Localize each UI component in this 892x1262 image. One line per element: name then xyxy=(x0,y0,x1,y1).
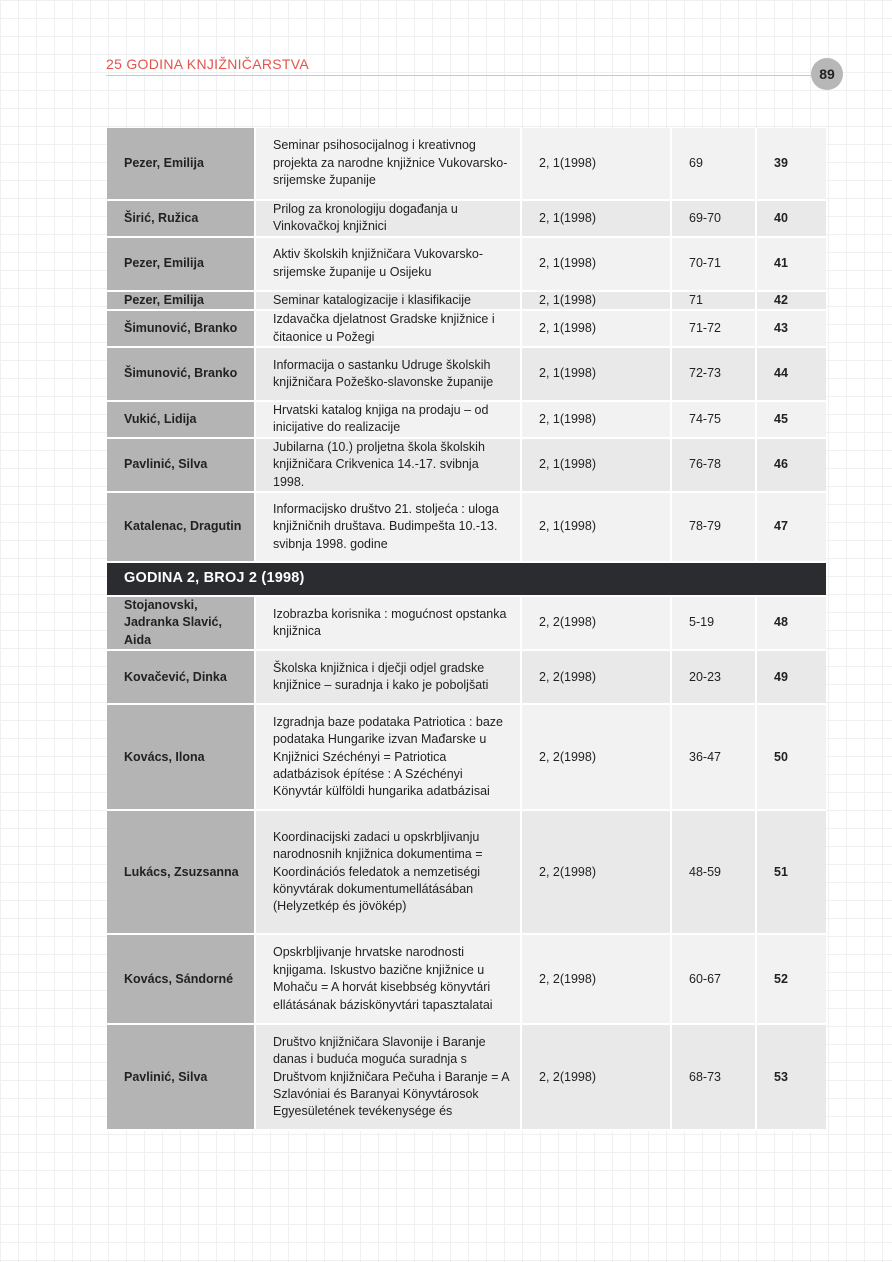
pages-cell: 5-19 xyxy=(671,596,756,650)
pages-cell: 78-79 xyxy=(671,492,756,562)
title-cell: Izdavačka djelatnost Gradske knjižnice i čitaonice u Požegi xyxy=(255,310,521,347)
title-cell: Seminar katalogizacije i klasifikacije xyxy=(255,291,521,310)
author-cell: Širić, Ružica xyxy=(107,200,255,237)
entry-number-cell: 42 xyxy=(756,291,826,310)
section-heading: GODINA 2, BROJ 2 (1998) xyxy=(107,562,826,596)
table-row xyxy=(107,128,826,200)
bibliography-table-body xyxy=(107,128,826,1130)
issue-cell: 2, 1(1998) xyxy=(521,492,671,562)
title-cell: Opskrbljivanje hrvatske narodnosti knjigama. Iskustvo bazične knjižnice u Mohaču = A horvát kisebbség könyvtári ellátásának báziskönyvtári tapasztalatai xyxy=(255,934,521,1024)
pages-cell: 48-59 xyxy=(671,810,756,934)
entry-number-cell: 44 xyxy=(756,347,826,401)
pages-cell: 72-73 xyxy=(671,347,756,401)
author-cell: Pezer, Emilija xyxy=(107,128,255,200)
entry-number-cell: 47 xyxy=(756,492,826,562)
entry-number-cell: 48 xyxy=(756,596,826,650)
author-cell: Vukić, Lidija xyxy=(107,401,255,438)
entry-number-cell: 41 xyxy=(756,237,826,291)
title-cell: Hrvatski katalog knjiga na prodaju – od inicijative do realizacije xyxy=(255,401,521,438)
table-row xyxy=(107,347,826,401)
pages-cell: 36-47 xyxy=(671,704,756,810)
title-cell: Aktiv školskih knjižničara Vukovarsko-srijemske županije u Osijeku xyxy=(255,237,521,291)
issue-cell: 2, 1(1998) xyxy=(521,200,671,237)
issue-cell: 2, 1(1998) xyxy=(521,347,671,401)
table-row xyxy=(107,492,826,562)
issue-cell: 2, 2(1998) xyxy=(521,596,671,650)
author-cell: Šimunović, Branko xyxy=(107,310,255,347)
table-row xyxy=(107,810,826,934)
issue-cell: 2, 2(1998) xyxy=(521,650,671,704)
table-row xyxy=(107,291,826,310)
table-row xyxy=(107,237,826,291)
author-cell: Lukács, Zsuzsanna xyxy=(107,810,255,934)
table-row xyxy=(107,200,826,237)
entry-number-cell: 49 xyxy=(756,650,826,704)
issue-cell: 2, 1(1998) xyxy=(521,438,671,492)
header-divider xyxy=(106,75,826,76)
issue-cell: 2, 2(1998) xyxy=(521,810,671,934)
table-row xyxy=(107,438,826,492)
author-cell: Stojanovski, Jadranka Slavić, Aida xyxy=(107,596,255,650)
pages-cell: 70-71 xyxy=(671,237,756,291)
table-row xyxy=(107,310,826,347)
issue-cell: 2, 2(1998) xyxy=(521,934,671,1024)
author-cell: Kovács, Sándorné xyxy=(107,934,255,1024)
author-cell: Katalenac, Dragutin xyxy=(107,492,255,562)
issue-cell: 2, 1(1998) xyxy=(521,237,671,291)
pages-cell: 71-72 xyxy=(671,310,756,347)
title-cell: Prilog za kronologiju događanja u Vinkovačkoj knjižnici xyxy=(255,200,521,237)
pages-cell: 71 xyxy=(671,291,756,310)
entry-number-cell: 39 xyxy=(756,128,826,200)
author-cell: Pavlinić, Silva xyxy=(107,438,255,492)
author-cell: Pezer, Emilija xyxy=(107,291,255,310)
author-cell: Pavlinić, Silva xyxy=(107,1024,255,1130)
section-heading-row xyxy=(107,562,826,596)
pages-cell: 74-75 xyxy=(671,401,756,438)
title-cell: Informacijsko društvo 21. stoljeća : uloga knjižničnih društava. Budimpešta 10.-13. svibnja 1998. godine xyxy=(255,492,521,562)
table-row xyxy=(107,934,826,1024)
entry-number-cell: 45 xyxy=(756,401,826,438)
table-row xyxy=(107,1024,826,1130)
entry-number-cell: 46 xyxy=(756,438,826,492)
table-row xyxy=(107,704,826,810)
title-cell: Jubilarna (10.) proljetna škola školskih knjižničara Crikvenica 14.-17. svibnja 1998. xyxy=(255,438,521,492)
pages-cell: 69 xyxy=(671,128,756,200)
issue-cell: 2, 1(1998) xyxy=(521,128,671,200)
issue-cell: 2, 2(1998) xyxy=(521,704,671,810)
author-cell: Kovács, Ilona xyxy=(107,704,255,810)
entry-number-cell: 43 xyxy=(756,310,826,347)
entry-number-cell: 40 xyxy=(756,200,826,237)
issue-cell: 2, 1(1998) xyxy=(521,310,671,347)
pages-cell: 76-78 xyxy=(671,438,756,492)
issue-cell: 2, 1(1998) xyxy=(521,401,671,438)
pages-cell: 69-70 xyxy=(671,200,756,237)
table-row xyxy=(107,596,826,650)
title-cell: Koordinacijski zadaci u opskrbljivanju narodnosnih knjižnica dokumentima = Koordinációs feledatok a nemzetiségi könyvtárak dokumentumellátásában (Helyzetkép és jövökép) xyxy=(255,810,521,934)
running-title: 25 GODINA KNJIŽNIČARSTVA xyxy=(106,56,309,72)
bibliography-table xyxy=(107,128,826,1131)
title-cell: Školska knjižnica i dječji odjel gradske knjižnice – suradnja i kako je poboljšati xyxy=(255,650,521,704)
title-cell: Društvo knjižničara Slavonije i Baranje danas i buduća moguća suradnja s Društvom knjižničara Pečuha i Baranje = A Szlavóniai és Baranyai Könyvtárosok Egyesületének tevékenysége és xyxy=(255,1024,521,1130)
entry-number-cell: 50 xyxy=(756,704,826,810)
title-cell: Informacija o sastanku Udruge školskih knjižničara Požeško-slavonske županije xyxy=(255,347,521,401)
author-cell: Šimunović, Branko xyxy=(107,347,255,401)
table-row xyxy=(107,401,826,438)
page-number-badge: 89 xyxy=(811,58,843,90)
issue-cell: 2, 2(1998) xyxy=(521,1024,671,1130)
author-cell: Pezer, Emilija xyxy=(107,237,255,291)
title-cell: Izobrazba korisnika : mogućnost opstanka knjižnica xyxy=(255,596,521,650)
issue-cell: 2, 1(1998) xyxy=(521,291,671,310)
pages-cell: 68-73 xyxy=(671,1024,756,1130)
entry-number-cell: 53 xyxy=(756,1024,826,1130)
entry-number-cell: 52 xyxy=(756,934,826,1024)
title-cell: Izgradnja baze podataka Patriotica : baze podataka Hungarike izvan Mađarske u Knjižnici Széchényi = Patriotica adatbázisok építése : A Széchényi Könyvtár külföldi hungarika adatbázisai xyxy=(255,704,521,810)
pages-cell: 20-23 xyxy=(671,650,756,704)
table-row xyxy=(107,650,826,704)
title-cell: Seminar psihosocijalnog i kreativnog projekta za narodne knjižnice Vukovarsko-srijemske županije xyxy=(255,128,521,200)
author-cell: Kovačević, Dinka xyxy=(107,650,255,704)
pages-cell: 60-67 xyxy=(671,934,756,1024)
entry-number-cell: 51 xyxy=(756,810,826,934)
